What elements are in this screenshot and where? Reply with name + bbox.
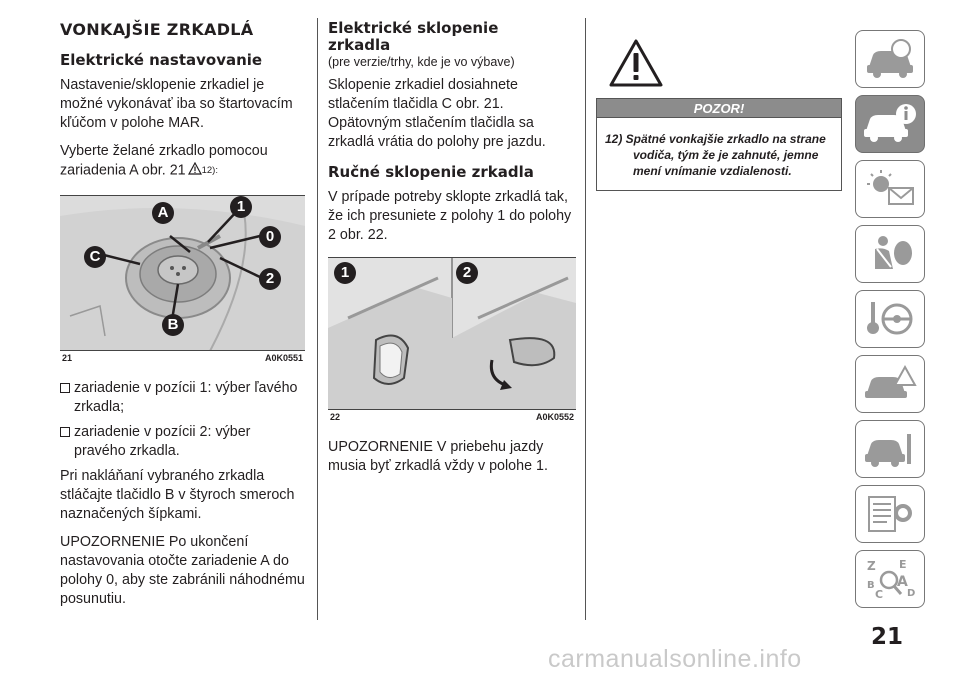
list-item-text: zariadenie v pozícii 1: výber ľavého zrkadla;: [74, 380, 298, 416]
car-warning-icon: [863, 363, 917, 405]
paragraph: [60, 142, 305, 181]
key-steering-icon: [863, 298, 917, 340]
warning-triangle-icon: [188, 162, 202, 181]
column-1: [60, 20, 305, 618]
paragraph: Sklopenie zrkadiel dosiahnete stlačením tlačidla C obr. 21. Opätovným stlačením tlačidla sa zrkadlá vrátia do polohy pre jazdu.: [328, 77, 546, 150]
figure-label-a: A: [152, 202, 174, 224]
figure-21: [60, 195, 305, 363]
svg-text:C: C: [875, 588, 884, 601]
seatbelt-airbag-icon: [863, 233, 917, 275]
warning-text: 12) Spätné vonkajšie zrkadlo na strane vodiča, tým že je zahnuté, jemne mení vnímanie vzdialenosti.: [605, 132, 826, 178]
chapter-tab-driving[interactable]: [855, 290, 925, 348]
figure-number: 21: [62, 353, 73, 364]
mirror-control-photo: [60, 195, 305, 350]
svg-text:Z: Z: [867, 559, 876, 573]
figure-caption: [328, 409, 576, 422]
figure-caption: [60, 350, 305, 363]
chapter-tab-index[interactable]: [855, 550, 925, 608]
column-divider-2: [585, 18, 586, 620]
list-item: [60, 379, 305, 417]
chapter-tab-lights[interactable]: [855, 160, 925, 218]
note-paragraph: UPOZORNENIE Po ukončení nastavovania otočte zariadenie A do polohy 0, aby ste zabránili náhodnému posunutiu.: [60, 534, 305, 608]
availability-note: (pre verzie/trhy, kde je vo výbave): [328, 55, 515, 69]
note-paragraph: UPOZORNENIE V priebehu jazdy musia byť zrkadlá vždy v polohe 1.: [328, 439, 548, 474]
figure-number: 22: [330, 412, 341, 422]
alphabet-index-icon: [863, 556, 917, 602]
figure-label-2: 2: [456, 262, 478, 284]
checkbox-bullet-icon: [60, 427, 70, 437]
column-divider-1: [317, 18, 318, 620]
subsection-title: Ručné sklopenie zrkadla: [328, 163, 534, 181]
warning-body: [596, 118, 842, 191]
svg-text:A: A: [897, 574, 908, 590]
figure-code: A0K0551: [264, 353, 303, 364]
paragraph: Nastavenie/sklopenie zrkadiel je možné vykonávať iba so štartovacím kľúčom v polohe MAR.: [60, 77, 293, 131]
chapter-tab-car-info[interactable]: [855, 95, 925, 153]
page-number: 21: [871, 624, 904, 650]
figure-label-1: 1: [334, 262, 356, 284]
warning-heading: POZOR!: [596, 98, 842, 118]
car-dashboard-icon: [863, 39, 917, 79]
warning-triangle-icon: [608, 38, 842, 90]
figure-label-2: 2: [259, 268, 281, 290]
chapter-tab-technical[interactable]: [855, 485, 925, 543]
svg-text:E: E: [899, 558, 907, 571]
light-message-icon: [863, 168, 917, 210]
svg-text:B: B: [867, 580, 875, 591]
checkbox-bullet-icon: [60, 383, 70, 393]
car-tools-icon: [863, 428, 917, 470]
paragraph: V prípade potreby sklopte zrkadlá tak, že ich presuniete z polohy 1 do polohy 2 obr. 22.: [328, 189, 572, 243]
subsection-title: Elektrické nastavovanie: [60, 51, 263, 69]
svg-text:D: D: [907, 588, 916, 599]
list-item: [60, 423, 305, 461]
watermark: carmanualsonline.info: [548, 645, 802, 673]
figure-label-1: 1: [230, 196, 252, 218]
car-info-icon: [862, 103, 918, 145]
section-title: VONKAJŠIE ZRKADLÁ: [60, 20, 254, 39]
paragraph-text: Vyberte želané zrkadlo pomocou zariadenia A obr. 21: [60, 143, 268, 179]
warning-box: [596, 20, 842, 191]
figure-label-0: 0: [259, 226, 281, 248]
subsection-title: Elektrické sklopenie zrkadla: [328, 19, 499, 54]
chapter-tabs: [855, 30, 925, 615]
column-2: [328, 20, 576, 485]
chapter-tab-emergency[interactable]: [855, 355, 925, 413]
chapter-tab-safety[interactable]: [855, 225, 925, 283]
figure-code: A0K0552: [535, 412, 574, 422]
figure-22: [328, 257, 576, 422]
figure-label-b: B: [162, 314, 184, 336]
list-item-text: zariadenie v pozícii 2: výber pravého zrkadla.: [74, 424, 251, 460]
warning-reference: 12):: [201, 165, 218, 176]
figure-label-c: C: [84, 246, 106, 268]
mirror-fold-photo: [328, 257, 576, 409]
chapter-tab-maintenance[interactable]: [855, 420, 925, 478]
chapter-tab-dashboard[interactable]: [855, 30, 925, 88]
list-gear-icon: [863, 493, 917, 535]
paragraph: Pri nakláňaní vybraného zrkadla stláčajte tlačidlo B v štyroch smeroch naznačených šípkami.: [60, 468, 295, 523]
